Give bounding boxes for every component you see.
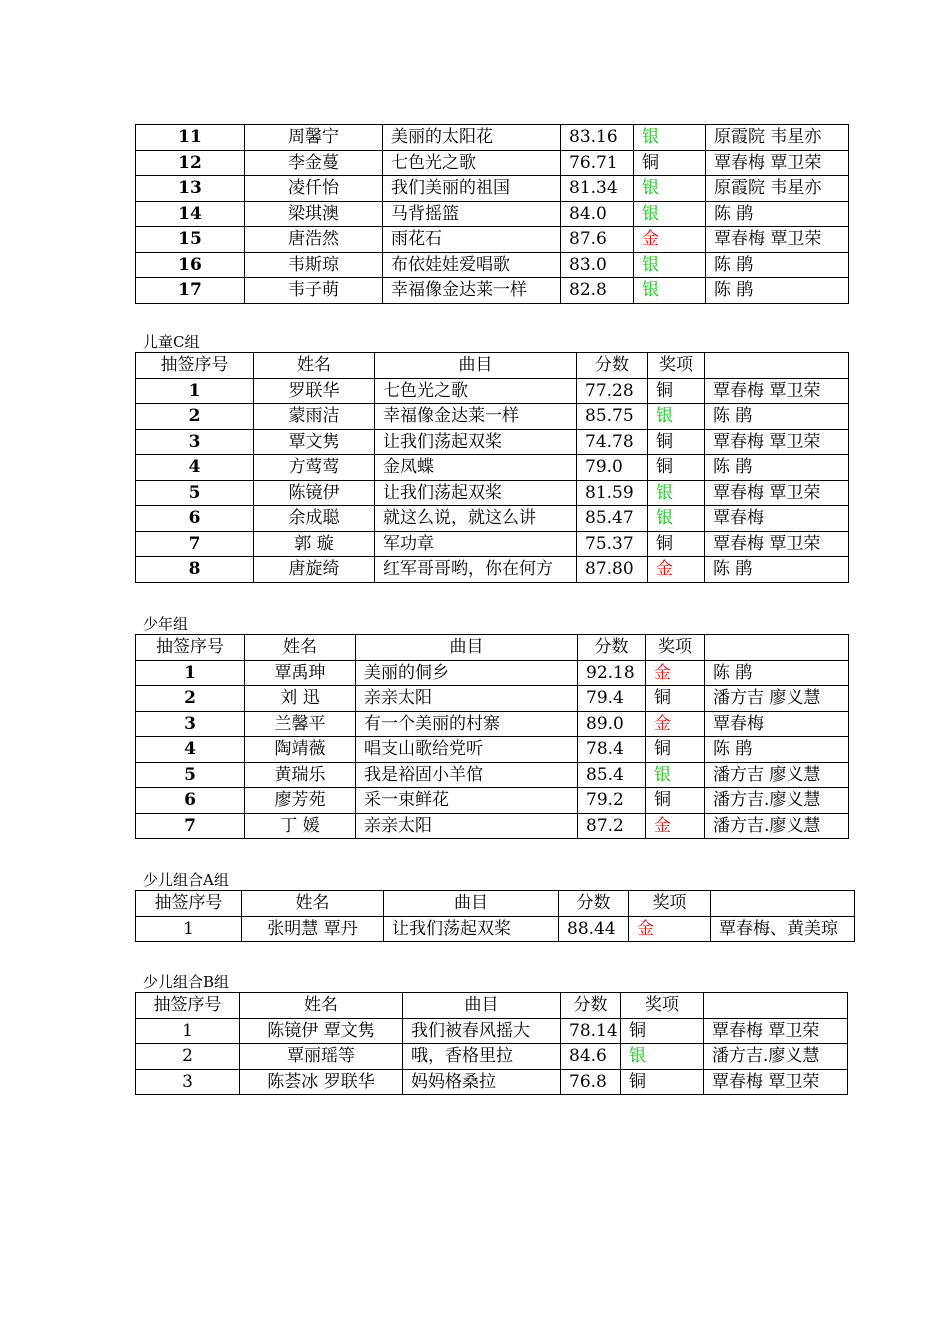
section-caption: 少年组 [143, 615, 189, 633]
cell-song: 军功章 [375, 531, 577, 557]
table-row [136, 125, 849, 151]
cell-number: 3 [136, 1069, 240, 1095]
header-number: 抽签序号 [136, 353, 254, 379]
cell-name: 韦斯琼 [245, 252, 383, 278]
header-score: 分数 [577, 353, 648, 379]
cell-song: 我是裕固小羊倌 [356, 762, 578, 788]
cell-name: 丁 媛 [245, 813, 356, 839]
cell-name: 韦子萌 [245, 278, 383, 304]
header-number: 抽签序号 [136, 993, 240, 1019]
cell-score: 87.2 [578, 813, 646, 839]
cell-teacher: 潘方吉.廖义慧 [705, 788, 849, 814]
table-row [136, 788, 849, 814]
cell-number: 3 [136, 711, 245, 737]
cell-number: 6 [136, 788, 245, 814]
cell-name: 周馨宁 [245, 125, 383, 151]
cell-teacher: 覃春梅 覃卫荣 [705, 378, 849, 404]
header-name: 姓名 [254, 353, 375, 379]
cell-teacher: 陈 鹃 [706, 252, 849, 278]
cell-score: 85.75 [577, 404, 648, 430]
cell-award: 铜 [646, 737, 705, 763]
cell-award: 铜 [646, 788, 705, 814]
table-header-row [136, 891, 855, 917]
cell-song: 幸福像金达莱一样 [375, 404, 577, 430]
cell-song: 哦，香格里拉 [403, 1044, 561, 1070]
cell-teacher: 覃春梅 覃卫荣 [704, 1018, 848, 1044]
cell-teacher: 陈 鹃 [705, 557, 849, 583]
table-header-row [136, 993, 848, 1019]
cell-award: 铜 [621, 1069, 704, 1095]
cell-name: 黄瑞乐 [245, 762, 356, 788]
cell-teacher: 覃春梅 [705, 711, 849, 737]
results-table [135, 890, 855, 942]
cell-song: 金凤蝶 [375, 455, 577, 481]
cell-teacher: 陈 鹃 [705, 455, 849, 481]
table-row [136, 711, 849, 737]
table-row [136, 278, 849, 304]
table-row [136, 429, 849, 455]
cell-number: 4 [136, 455, 254, 481]
table-row [136, 176, 849, 202]
header-score: 分数 [578, 635, 646, 661]
cell-score: 87.80 [577, 557, 648, 583]
cell-award: 铜 [648, 531, 705, 557]
cell-number: 1 [136, 378, 254, 404]
cell-song: 亲亲太阳 [356, 686, 578, 712]
cell-number: 6 [136, 506, 254, 532]
header-song: 曲目 [384, 891, 559, 917]
cell-song: 七色光之歌 [375, 378, 577, 404]
cell-award: 银 [634, 201, 706, 227]
cell-score: 79.4 [578, 686, 646, 712]
table-row [136, 813, 849, 839]
cell-score: 85.47 [577, 506, 648, 532]
cell-award: 铜 [648, 455, 705, 481]
cell-number: 15 [136, 227, 245, 253]
header-award: 奖项 [629, 891, 711, 917]
header-teacher [705, 635, 849, 661]
header-name: 姓名 [245, 635, 356, 661]
cell-number: 7 [136, 531, 254, 557]
cell-song: 采一束鲜花 [356, 788, 578, 814]
header-song: 曲目 [375, 353, 577, 379]
cell-award: 银 [621, 1044, 704, 1070]
cell-name: 唐旋绮 [254, 557, 375, 583]
header-teacher [704, 993, 848, 1019]
table-header-row [136, 353, 849, 379]
cell-teacher: 覃春梅 [705, 506, 849, 532]
section-caption: 儿童C组 [143, 333, 200, 351]
header-name: 姓名 [242, 891, 384, 917]
results-table [135, 992, 848, 1095]
cell-song: 我们被春风摇大 [403, 1018, 561, 1044]
cell-name: 方莺莺 [254, 455, 375, 481]
cell-teacher: 覃春梅 覃卫荣 [704, 1069, 848, 1095]
cell-score: 92.18 [578, 660, 646, 686]
cell-number: 7 [136, 813, 245, 839]
cell-award: 银 [634, 278, 706, 304]
cell-song: 有一个美丽的村寨 [356, 711, 578, 737]
cell-score: 77.28 [577, 378, 648, 404]
table-row [136, 480, 849, 506]
cell-score: 75.37 [577, 531, 648, 557]
section-youth [135, 614, 849, 839]
results-table [135, 634, 849, 839]
cell-award: 银 [648, 506, 705, 532]
cell-score: 89.0 [578, 711, 646, 737]
cell-number: 13 [136, 176, 245, 202]
table-row [136, 916, 855, 942]
header-award: 奖项 [648, 353, 705, 379]
table-row [136, 455, 849, 481]
cell-name: 张明慧 覃丹 [242, 916, 384, 942]
cell-teacher: 潘方吉.廖义慧 [704, 1044, 848, 1070]
cell-name: 余成聪 [254, 506, 375, 532]
cell-name: 覃文隽 [254, 429, 375, 455]
cell-score: 79.0 [577, 455, 648, 481]
cell-teacher: 潘方吉.廖义慧 [705, 813, 849, 839]
cell-number: 1 [136, 660, 245, 686]
cell-score: 82.8 [561, 278, 634, 304]
cell-name: 罗联华 [254, 378, 375, 404]
section-children-c [135, 332, 849, 583]
cell-award: 铜 [621, 1018, 704, 1044]
results-table [135, 124, 849, 304]
cell-teacher: 潘方吉 廖义慧 [705, 762, 849, 788]
cell-award: 银 [646, 762, 705, 788]
header-number: 抽签序号 [136, 635, 245, 661]
cell-name: 覃丽瑶等 [240, 1044, 403, 1070]
table-row [136, 557, 849, 583]
table-row [136, 227, 849, 253]
cell-number: 5 [136, 480, 254, 506]
cell-teacher: 陈 鹃 [706, 278, 849, 304]
cell-award: 金 [648, 557, 705, 583]
cell-award: 金 [629, 916, 711, 942]
cell-award: 铜 [634, 150, 706, 176]
cell-song: 马背摇篮 [383, 201, 561, 227]
cell-award: 银 [648, 480, 705, 506]
cell-song: 亲亲太阳 [356, 813, 578, 839]
table-row [136, 252, 849, 278]
cell-teacher: 陈 鹃 [705, 404, 849, 430]
table-row [136, 150, 849, 176]
cell-award: 银 [634, 125, 706, 151]
table-row [136, 531, 849, 557]
header-number: 抽签序号 [136, 891, 242, 917]
cell-award: 银 [634, 252, 706, 278]
cell-teacher: 覃春梅 覃卫荣 [706, 150, 849, 176]
table-row [136, 737, 849, 763]
table-row [136, 1044, 848, 1070]
cell-award: 金 [646, 813, 705, 839]
cell-number: 16 [136, 252, 245, 278]
cell-number: 2 [136, 404, 254, 430]
cell-number: 3 [136, 429, 254, 455]
cell-teacher: 陈 鹃 [706, 201, 849, 227]
cell-number: 1 [136, 916, 242, 942]
cell-name: 兰馨平 [245, 711, 356, 737]
cell-score: 84.0 [561, 201, 634, 227]
table-row [136, 1018, 848, 1044]
cell-song: 七色光之歌 [383, 150, 561, 176]
cell-teacher: 原霞院 韦星亦 [706, 176, 849, 202]
cell-score: 83.16 [561, 125, 634, 151]
cell-song: 雨花石 [383, 227, 561, 253]
cell-name: 蒙雨洁 [254, 404, 375, 430]
cell-name: 李金蔓 [245, 150, 383, 176]
cell-teacher: 覃春梅、黄美琼 [711, 916, 855, 942]
table-header-row [136, 635, 849, 661]
header-song: 曲目 [356, 635, 578, 661]
cell-score: 83.0 [561, 252, 634, 278]
table-row [136, 686, 849, 712]
cell-number: 8 [136, 557, 254, 583]
cell-song: 美丽的太阳花 [383, 125, 561, 151]
cell-score: 76.71 [561, 150, 634, 176]
header-song: 曲目 [403, 993, 561, 1019]
cell-score: 84.6 [561, 1044, 621, 1070]
cell-name: 陈镜伊 覃文隽 [240, 1018, 403, 1044]
cell-number: 11 [136, 125, 245, 151]
cell-name: 梁琪澳 [245, 201, 383, 227]
table-row [136, 660, 849, 686]
cell-song: 红军哥哥哟，你在何方 [375, 557, 577, 583]
header-name: 姓名 [240, 993, 403, 1019]
cell-name: 凌仟怡 [245, 176, 383, 202]
cell-name: 唐浩然 [245, 227, 383, 253]
cell-award: 金 [634, 227, 706, 253]
cell-teacher: 原霞院 韦星亦 [706, 125, 849, 151]
cell-teacher: 陈 鹃 [705, 737, 849, 763]
cell-number: 2 [136, 686, 245, 712]
table-row [136, 506, 849, 532]
header-score: 分数 [559, 891, 629, 917]
header-teacher [711, 891, 855, 917]
table-row [136, 1069, 848, 1095]
cell-award: 银 [634, 176, 706, 202]
cell-song: 布依娃娃爱唱歌 [383, 252, 561, 278]
cell-song: 美丽的侗乡 [356, 660, 578, 686]
cell-song: 就这么说，就这么讲 [375, 506, 577, 532]
results-table [135, 352, 849, 583]
cell-score: 76.8 [561, 1069, 621, 1095]
cell-award: 银 [648, 404, 705, 430]
header-award: 奖项 [646, 635, 705, 661]
cell-score: 85.4 [578, 762, 646, 788]
table-row [136, 762, 849, 788]
header-award: 奖项 [621, 993, 704, 1019]
cell-teacher: 覃春梅 覃卫荣 [705, 480, 849, 506]
cell-score: 74.78 [577, 429, 648, 455]
cell-name: 陶靖薇 [245, 737, 356, 763]
cell-score: 78.14 [561, 1018, 621, 1044]
cell-score: 81.34 [561, 176, 634, 202]
section-continued [135, 124, 849, 304]
section-caption: 少儿组合A组 [143, 871, 229, 889]
cell-number: 17 [136, 278, 245, 304]
cell-name: 陈镜伊 [254, 480, 375, 506]
cell-name: 陈荟冰 罗联华 [240, 1069, 403, 1095]
cell-number: 4 [136, 737, 245, 763]
cell-teacher: 覃春梅 覃卫荣 [705, 429, 849, 455]
cell-score: 88.44 [559, 916, 629, 942]
cell-song: 幸福像金达莱一样 [383, 278, 561, 304]
cell-teacher: 陈 鹃 [705, 660, 849, 686]
section-ensemble-b [135, 972, 848, 1095]
cell-song: 让我们荡起双桨 [375, 480, 577, 506]
header-score: 分数 [561, 993, 621, 1019]
cell-award: 金 [646, 711, 705, 737]
table-row [136, 404, 849, 430]
table-row [136, 201, 849, 227]
cell-number: 14 [136, 201, 245, 227]
cell-number: 12 [136, 150, 245, 176]
cell-number: 2 [136, 1044, 240, 1070]
cell-song: 让我们荡起双桨 [384, 916, 559, 942]
table-row [136, 378, 849, 404]
cell-song: 我们美丽的祖国 [383, 176, 561, 202]
cell-number: 5 [136, 762, 245, 788]
cell-score: 81.59 [577, 480, 648, 506]
cell-name: 郭 璇 [254, 531, 375, 557]
section-ensemble-a [135, 870, 855, 942]
cell-song: 妈妈格桑拉 [403, 1069, 561, 1095]
cell-number: 1 [136, 1018, 240, 1044]
cell-award: 铜 [646, 686, 705, 712]
cell-teacher: 潘方吉 廖义慧 [705, 686, 849, 712]
cell-song: 让我们荡起双桨 [375, 429, 577, 455]
cell-score: 87.6 [561, 227, 634, 253]
cell-name: 刘 迅 [245, 686, 356, 712]
cell-teacher: 覃春梅 覃卫荣 [706, 227, 849, 253]
section-caption: 少儿组合B组 [143, 973, 230, 991]
cell-score: 79.2 [578, 788, 646, 814]
cell-name: 覃禹珅 [245, 660, 356, 686]
cell-award: 铜 [648, 378, 705, 404]
header-teacher [705, 353, 849, 379]
cell-song: 唱支山歌给党听 [356, 737, 578, 763]
cell-name: 廖芳苑 [245, 788, 356, 814]
cell-teacher: 覃春梅 覃卫荣 [705, 531, 849, 557]
cell-award: 金 [646, 660, 705, 686]
cell-score: 78.4 [578, 737, 646, 763]
cell-award: 铜 [648, 429, 705, 455]
